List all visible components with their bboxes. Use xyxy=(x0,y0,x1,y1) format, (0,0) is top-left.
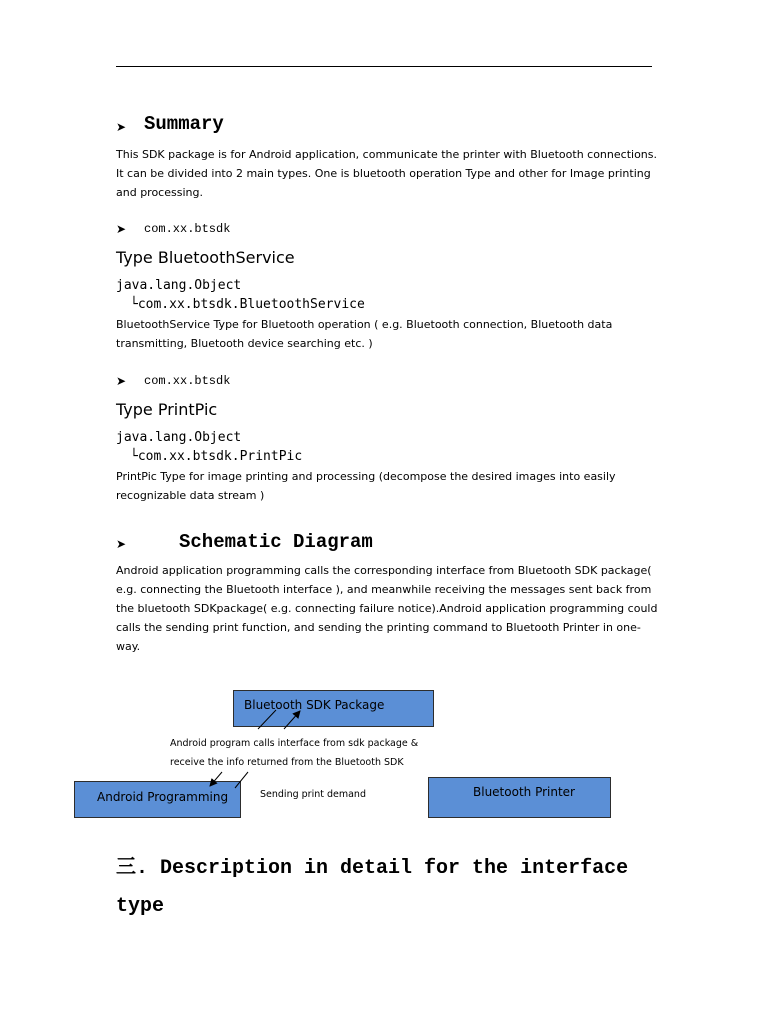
diagram-note-line1: Android program calls interface from sdk package & xyxy=(170,738,419,749)
arrow-to-android xyxy=(210,772,222,786)
section1-package: com.xx.btsdk xyxy=(144,222,231,236)
section2-bullet: ➤ xyxy=(116,374,127,388)
diagram-note-line2: receive the info returned from the Bluetooth SDK xyxy=(170,757,404,768)
arrow-line-to-sdk-1 xyxy=(258,710,276,729)
section1-bullet: ➤ xyxy=(116,222,127,236)
section1-type-title: Type BluetoothService xyxy=(116,248,295,267)
arrow-line-from-sdk-2 xyxy=(235,772,248,788)
send-print-label: Sending print demand xyxy=(260,789,366,800)
section1-description: BluetoothService Type for Bluetooth operation ( e.g. Bluetooth connection, Bluetooth data transmitting, Bluetooth device searching etc. ) xyxy=(116,318,613,350)
section2-type-title: Type PrintPic xyxy=(116,400,218,419)
schematic-bullet: ➤ xyxy=(116,537,127,551)
section1-parent-class: java.lang.Object xyxy=(116,278,242,293)
summary-text: This SDK package is for Android application, communicate the printer with Bluetooth connections. It can be divided into 2 main types. One is bluetooth operation Type and other for Image printing and processing. xyxy=(116,148,657,199)
arrow-to-sdk xyxy=(284,711,300,729)
section2-parent-class: java.lang.Object xyxy=(116,430,242,445)
android-box-label: Android Programming xyxy=(97,790,229,804)
schematic-text: Android application programming calls the corresponding interface from Bluetooth SDK package( e.g. connecting the Bluetooth interface ), and meanwhile receiving the messages sent back from the bluetooth SDKpackage( e.g. connecting failure notice).Android application programming could calls the sending print function, and sending the printing command to Bluetooth Printer in one-way. xyxy=(116,564,658,653)
sdk-box-label: Bluetooth SDK Package xyxy=(244,698,385,712)
section1-class-line: └com.xx.btsdk.BluetoothService xyxy=(130,297,365,312)
detail-heading: 三. Description in detail for the interface type xyxy=(116,857,629,918)
section2-package: com.xx.btsdk xyxy=(144,374,231,388)
summary-heading: Summary xyxy=(144,113,224,135)
schematic-heading: Schematic Diagram xyxy=(179,531,373,553)
section2-class-line: └com.xx.btsdk.PrintPic xyxy=(130,449,303,464)
summary-bullet: ➤ xyxy=(116,120,127,134)
printer-box-label: Bluetooth Printer xyxy=(473,785,575,799)
section2-description: PrintPic Type for image printing and processing (decompose the desired images into easily recognizable data stream ) xyxy=(116,470,616,502)
